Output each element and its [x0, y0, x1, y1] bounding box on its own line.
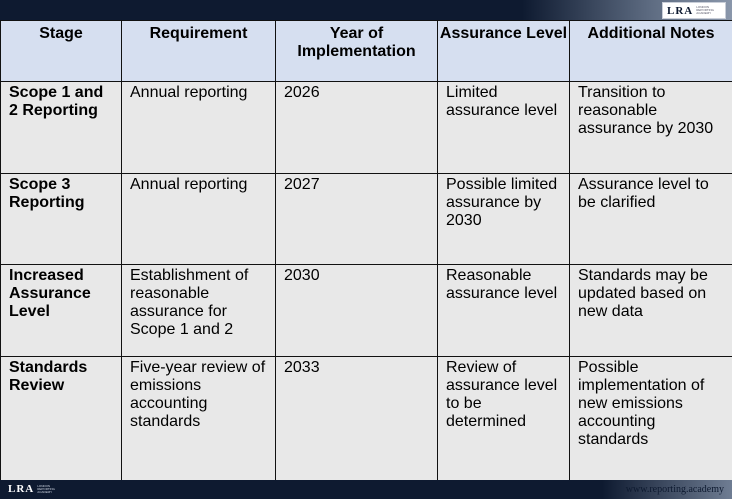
website-label: www.reporting.academy [625, 484, 724, 495]
cell-requirement: Five-year review of emissions accounting standards [122, 357, 276, 482]
cell-year: 2026 [276, 82, 438, 174]
header-notes: Additional Notes [570, 21, 732, 82]
cell-requirement: Annual reporting [122, 174, 276, 265]
cell-assurance: Review of assurance level to be determined [438, 357, 570, 482]
cell-stage: Scope 3 Reporting [1, 174, 122, 265]
logo-mark: LRA [667, 4, 694, 17]
table-row [1, 174, 732, 265]
cell-stage: Standards Review [1, 357, 122, 482]
logo-tagline: LONDON REPORTING ACADEMY [696, 5, 715, 15]
table-row [1, 82, 732, 174]
cell-requirement: Establishment of reasonable assurance for Scope 1 and 2 [122, 265, 276, 357]
cell-assurance: Limited assurance level [438, 82, 570, 174]
cell-stage: Increased Assurance Level [1, 265, 122, 357]
bottom-banner [0, 480, 732, 499]
cell-requirement: Annual reporting [122, 82, 276, 174]
logo-mark: LRA [8, 483, 35, 495]
lra-logo-top [662, 2, 726, 19]
lra-logo-bottom [8, 481, 70, 497]
cell-year: 2033 [276, 357, 438, 482]
cell-year: 2027 [276, 174, 438, 265]
table-row [1, 265, 732, 357]
cell-assurance: Possible limited assurance by 2030 [438, 174, 570, 265]
cell-notes: Possible implementation of new emissions accounting standards [570, 357, 732, 482]
table-header-row [1, 21, 732, 82]
header-assurance: Assurance Level [438, 21, 570, 82]
cell-notes: Transition to reasonable assurance by 2030 [570, 82, 732, 174]
cell-year: 2030 [276, 265, 438, 357]
roadmap-table-container [0, 20, 732, 480]
roadmap-table [0, 20, 732, 482]
cell-stage: Scope 1 and 2 Reporting [1, 82, 122, 174]
header-stage: Stage [1, 21, 122, 82]
header-year: Year of Implementation [276, 21, 438, 82]
header-requirement: Requirement [122, 21, 276, 82]
logo-tagline: LONDON REPORTING ACADEMY [37, 483, 56, 494]
cell-assurance: Reasonable assurance level [438, 265, 570, 357]
top-banner [0, 0, 732, 20]
cell-notes: Assurance level to be clarified [570, 174, 732, 265]
table-row [1, 357, 732, 482]
website-link[interactable] [602, 480, 732, 499]
cell-notes: Standards may be updated based on new data [570, 265, 732, 357]
